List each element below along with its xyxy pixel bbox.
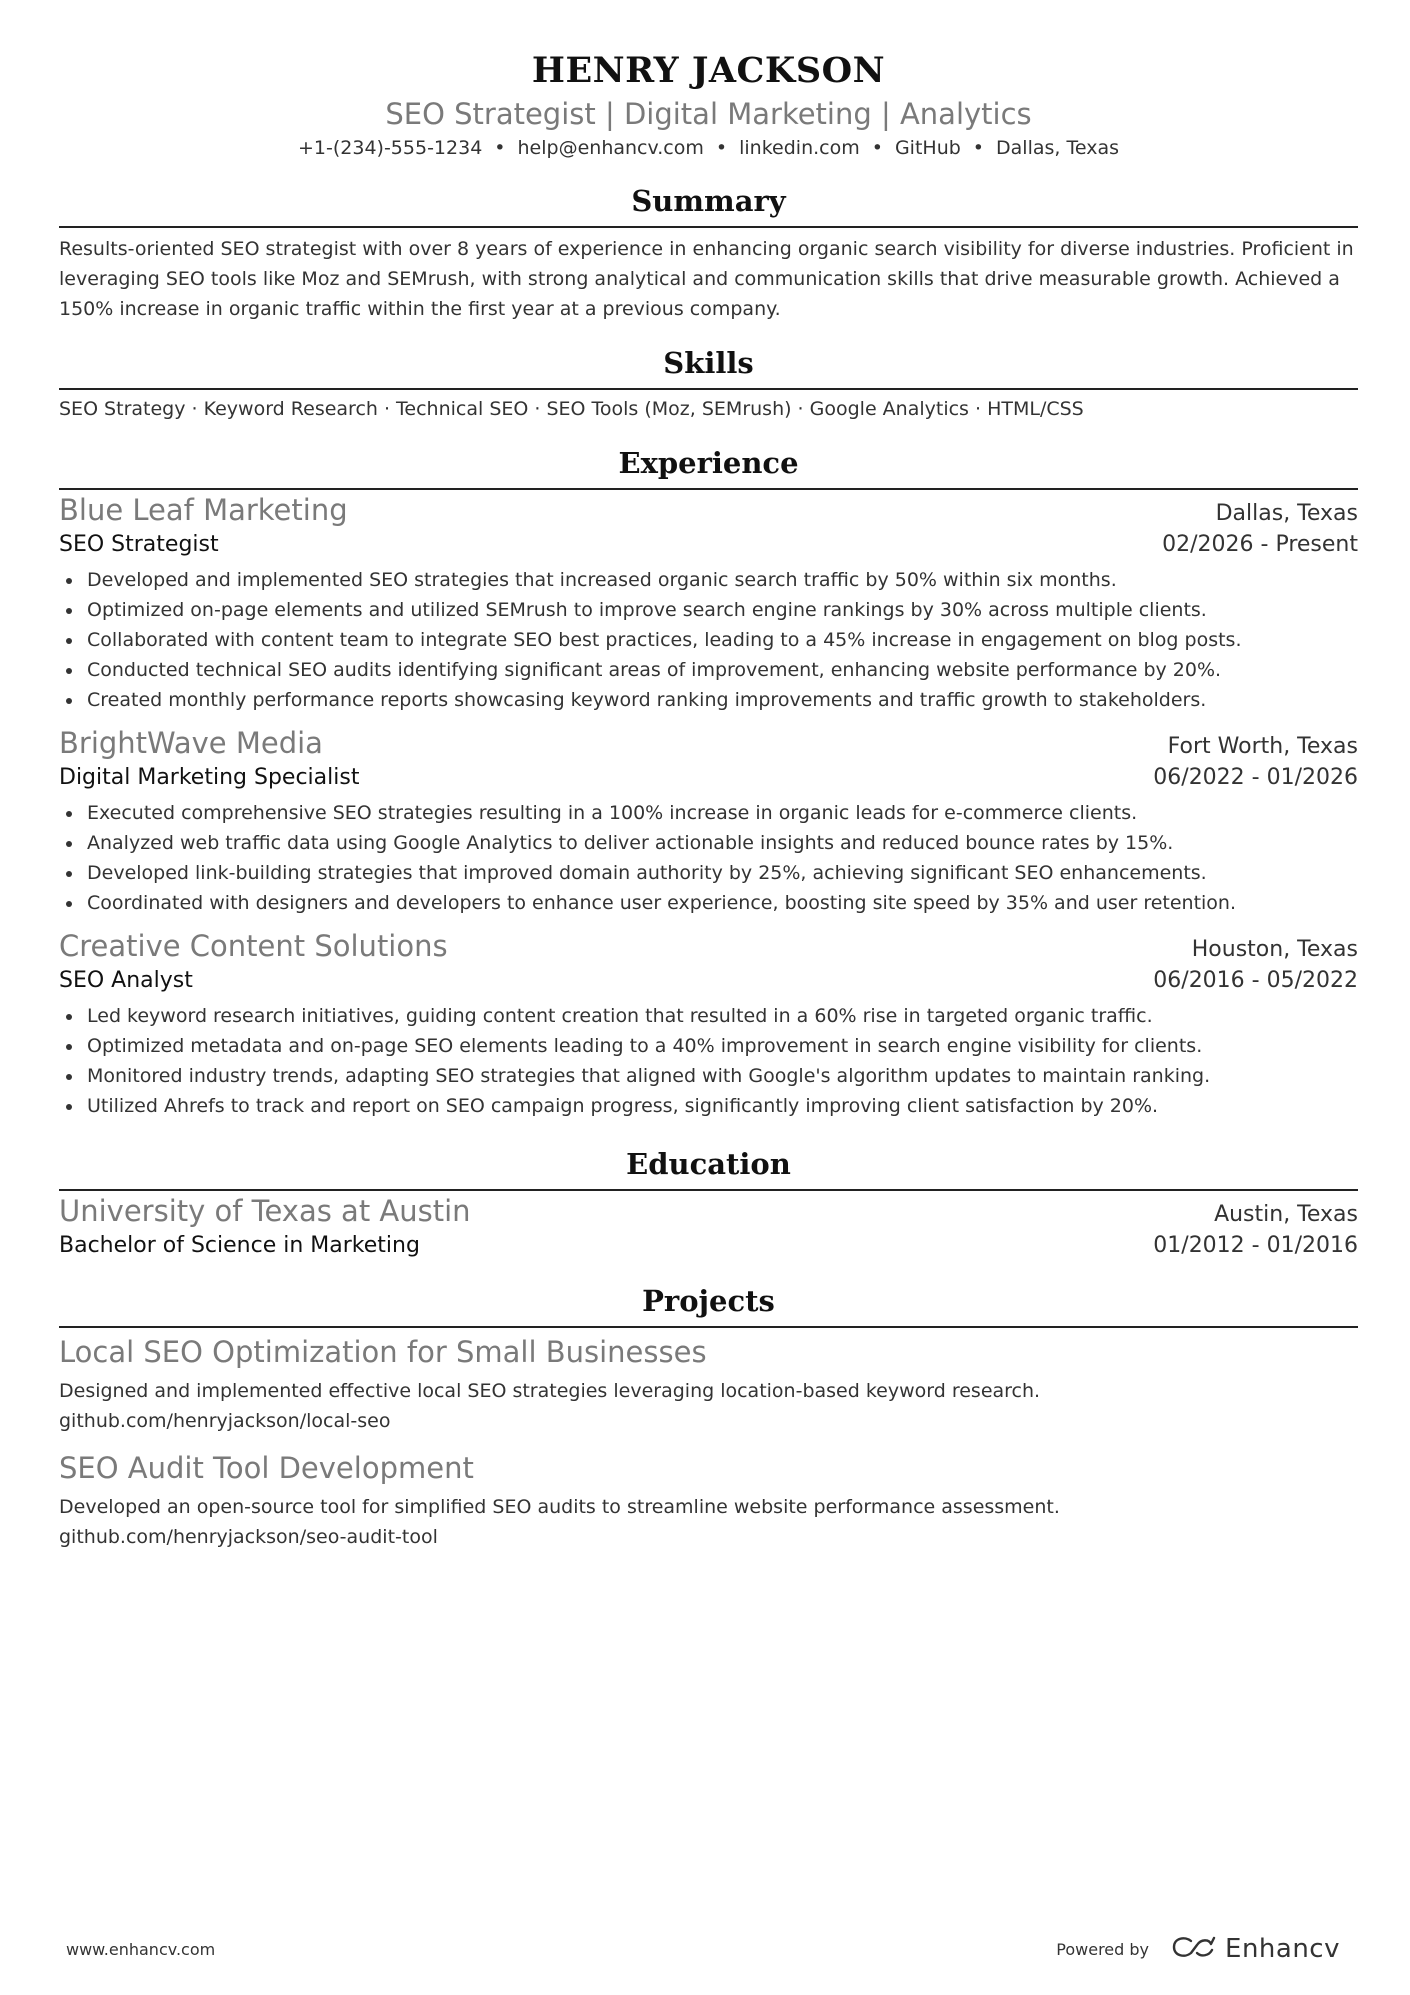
job-dates: 06/2016 - 05/2022: [1153, 968, 1358, 993]
contact-separator: •: [871, 137, 883, 159]
section-title-skills: Skills: [663, 346, 754, 380]
page-footer: [0, 1932, 1410, 1968]
job-location: Houston, Texas: [1191, 937, 1358, 962]
job-bullets: [59, 565, 1358, 715]
project-description: Developed an open-source tool for simplified SEO audits to streamline website performance assessment.: [59, 1496, 1060, 1518]
footer-website-link[interactable]: www.enhancv.com: [66, 1940, 216, 1959]
job-dates: 06/2022 - 01/2026: [1153, 765, 1358, 790]
section-divider: [59, 1189, 1358, 1191]
job-company: Creative Content Solutions: [59, 929, 448, 963]
experience-section: [59, 446, 1358, 1121]
section-title-summary: Summary: [631, 184, 786, 218]
project-title: SEO Audit Tool Development: [59, 1451, 474, 1485]
list-item: Conducted technical SEO audits identifying significant areas of improvement, enhancing website performance by 20%.: [59, 655, 1358, 685]
candidate-name: HENRY JACKSON: [531, 50, 886, 91]
education-school: University of Texas at Austin: [59, 1194, 471, 1228]
section-title-projects: Projects: [642, 1284, 775, 1318]
summary-section: [59, 184, 1358, 324]
list-item: Created monthly performance reports showcasing keyword ranking improvements and traffic growth to stakeholders.: [59, 685, 1358, 715]
contact-separator: •: [972, 137, 985, 159]
job-role: SEO Strategist: [59, 532, 219, 557]
experience-entry: [59, 928, 1358, 1121]
job-role: Digital Marketing Specialist: [59, 765, 360, 790]
project-description: Designed and implemented effective local SEO strategies leveraging location-based keyword research.: [59, 1380, 1041, 1402]
section-divider: [59, 488, 1358, 490]
list-item: Optimized metadata and on-page SEO elements leading to a 40% improvement in search engine visibility for clients.: [59, 1031, 1358, 1061]
job-role: SEO Analyst: [59, 968, 193, 993]
project-entry: [59, 1334, 1358, 1436]
job-company: Blue Leaf Marketing: [59, 493, 348, 527]
list-item: Collaborated with content team to integrate SEO best practices, leading to a 45% increase in engagement on blog posts.: [59, 625, 1358, 655]
list-item: Developed and implemented SEO strategies that increased organic search traffic by 50% within six months.: [59, 565, 1358, 595]
project-link[interactable]: github.com/henryjackson/seo-audit-tool: [59, 1526, 438, 1548]
contact-phone[interactable]: +1-(234)-555-1234: [298, 137, 483, 159]
job-bullets: [59, 798, 1358, 918]
contact-separator: •: [494, 137, 506, 159]
education-entry: [59, 1193, 1358, 1262]
candidate-headline: SEO Strategist | Digital Marketing | Analytics: [385, 97, 1032, 131]
job-location: Fort Worth, Texas: [1167, 734, 1358, 759]
experience-entry: [59, 492, 1358, 715]
project-entry: [59, 1450, 1358, 1552]
contact-line: [59, 134, 1358, 162]
contact-github[interactable]: GitHub: [894, 137, 961, 159]
section-divider: [59, 1326, 1358, 1328]
list-item: Executed comprehensive SEO strategies resulting in a 100% increase in organic leads for e-commerce clients.: [59, 798, 1358, 828]
contact-email[interactable]: help@enhancv.com: [517, 137, 704, 159]
list-item: Monitored industry trends, adapting SEO strategies that aligned with Google's algorithm updates to maintain ranking.: [59, 1061, 1358, 1091]
job-dates: 02/2026 - Present: [1162, 532, 1358, 557]
section-title-experience: Experience: [618, 446, 799, 480]
section-divider: [59, 388, 1358, 390]
education-section: [59, 1147, 1358, 1262]
skills-section: [59, 346, 1358, 424]
list-item: Led keyword research initiatives, guiding content creation that resulted in a 60% rise in targeted organic traffic.: [59, 1001, 1358, 1031]
education-degree: Bachelor of Science in Marketing: [59, 1233, 420, 1258]
experience-entry: [59, 725, 1358, 918]
job-company: BrightWave Media: [59, 726, 323, 760]
project-title: Local SEO Optimization for Small Businesses: [59, 1335, 707, 1369]
list-item: Coordinated with designers and developers to enhance user experience, boosting site speed by 35% and user retention.: [59, 888, 1358, 918]
footer-branding[interactable]: [1056, 1934, 1340, 1964]
project-link[interactable]: github.com/henryjackson/local-seo: [59, 1410, 391, 1432]
summary-text: Results-oriented SEO strategist with over 8 years of experience in enhancing organic search visibility for diverse industries. Proficient in leveraging SEO tools like Moz and SEMrush, with strong analytical and communication skills that drive measurable growth. Achieved a 150% increase in organic traffic within the first year at a previous company.: [59, 238, 1354, 320]
education-location: Austin, Texas: [1214, 1202, 1358, 1227]
contact-linkedin[interactable]: linkedin.com: [739, 137, 860, 159]
contact-location: Dallas, Texas: [996, 137, 1119, 159]
projects-section: [59, 1284, 1358, 1552]
resume-page: [59, 0, 1358, 1552]
powered-by-label: Powered by: [1056, 1939, 1150, 1959]
skills-text: SEO Strategy · Keyword Research · Technical SEO · SEO Tools (Moz, SEMrush) · Google Analytics · HTML/CSS: [59, 398, 1084, 420]
section-divider: [59, 226, 1358, 228]
list-item: Analyzed web traffic data using Google Analytics to deliver actionable insights and reduced bounce rates by 15%.: [59, 828, 1358, 858]
list-item: Utilized Ahrefs to track and report on SEO campaign progress, significantly improving client satisfaction by 20%.: [59, 1091, 1358, 1121]
list-item: Optimized on-page elements and utilized SEMrush to improve search engine rankings by 30% across multiple clients.: [59, 595, 1358, 625]
section-title-education: Education: [626, 1147, 791, 1181]
list-item: Developed link-building strategies that improved domain authority by 25%, achieving significant SEO enhancements.: [59, 858, 1358, 888]
education-dates: 01/2012 - 01/2016: [1153, 1233, 1358, 1258]
contact-separator: •: [715, 137, 728, 159]
job-location: Dallas, Texas: [1215, 501, 1358, 526]
brand-name: Enhancv: [1225, 1934, 1340, 1964]
enhancv-logo-icon: [1171, 1935, 1217, 1963]
job-bullets: [59, 1001, 1358, 1121]
